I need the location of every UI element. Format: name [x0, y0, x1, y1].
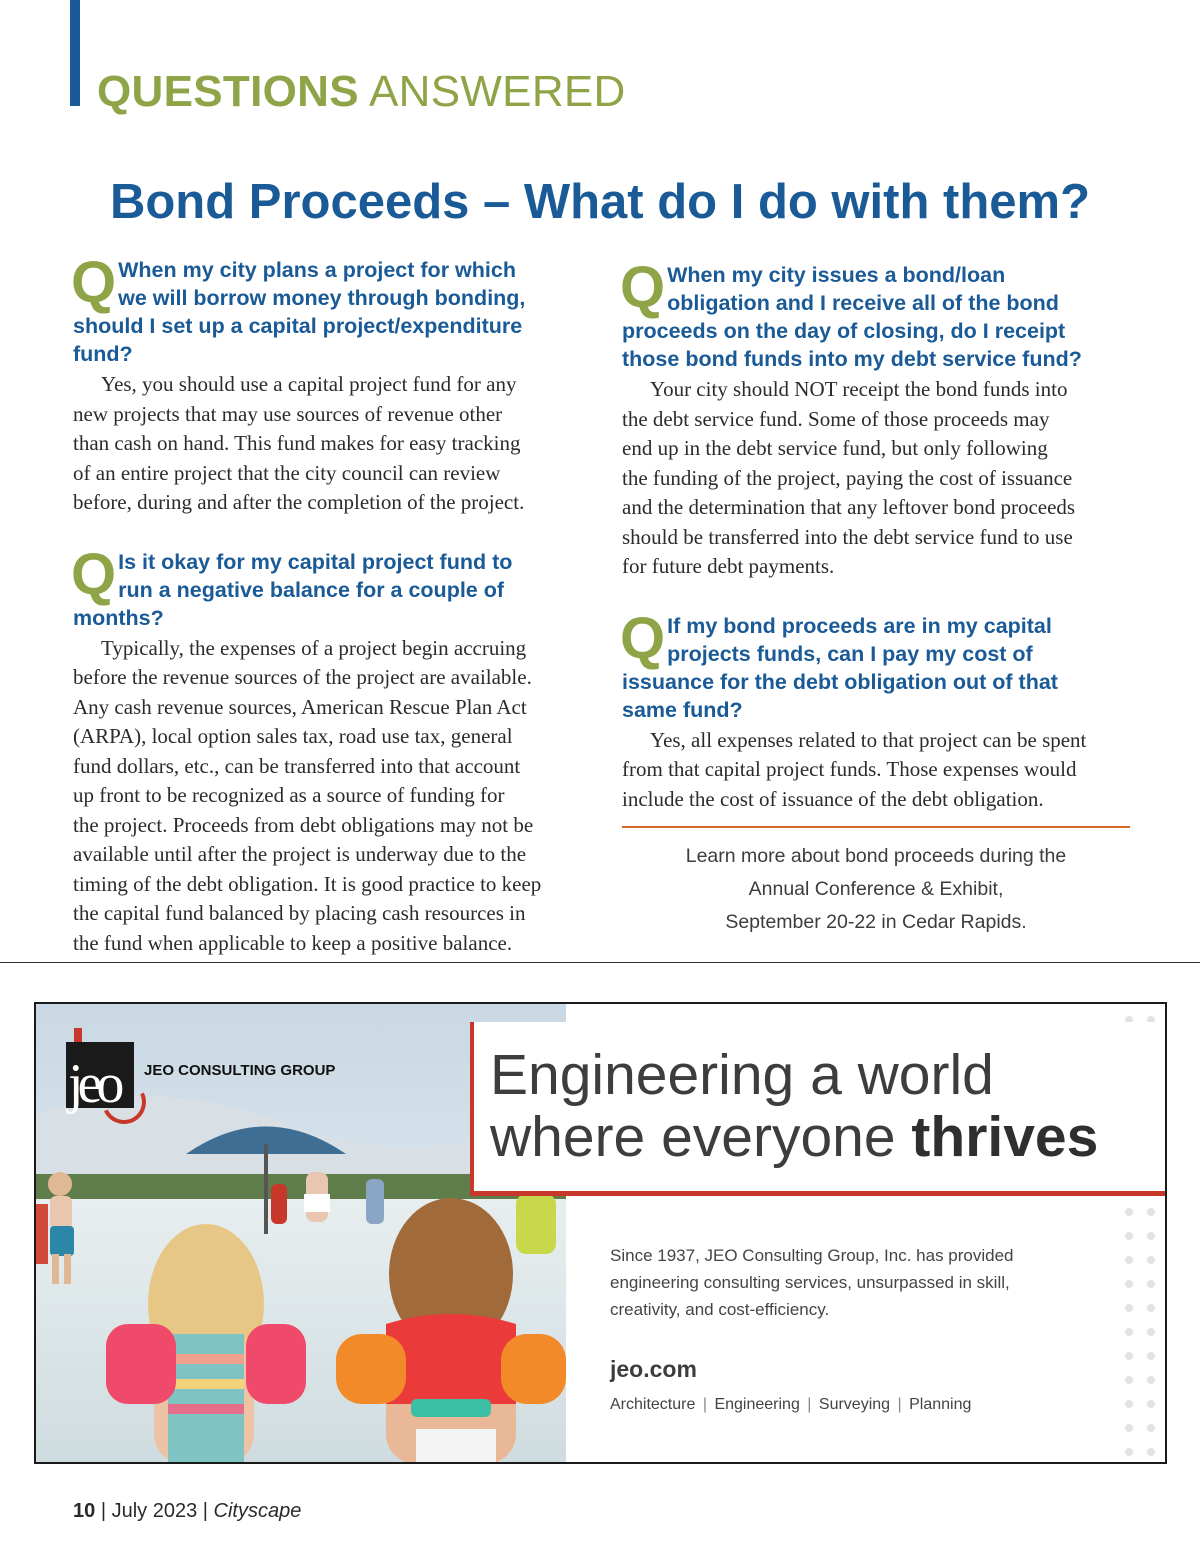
answer-1: [73, 370, 578, 518]
question-line: projects funds, can I pay my cost of: [667, 641, 1033, 666]
answer-line: new projects that may use sources of revenue other: [73, 401, 503, 426]
answer-line: include the cost of issuance of the debt obligation.: [622, 786, 1044, 811]
answer-line: of an entire project that the city council can review: [73, 460, 501, 485]
question-line: those bond funds into my debt service fund?: [622, 347, 1082, 371]
promo-line: Annual Conference & Exhibit,: [748, 878, 1004, 900]
right-column: [620, 255, 1130, 814]
question-1: [71, 250, 578, 368]
answer-line: (ARPA), local option sales tax, road use tax, general: [73, 724, 513, 748]
decorative-dot: [1147, 1424, 1155, 1432]
answer-3: [622, 375, 1130, 582]
question-line: Is it okay for my capital project fund to: [118, 549, 513, 574]
service-separator: |: [897, 1396, 902, 1413]
answer-line: Any cash revenue sources, American Rescue Plan Act: [73, 694, 527, 719]
publication-name: Cityscape: [213, 1500, 302, 1522]
question-line: run a negative balance for a couple of: [118, 577, 505, 602]
answer-line: Your city should NOT receipt the bond funds into: [650, 377, 1068, 401]
ad-body-text: [610, 1242, 1110, 1323]
section-title-bold: QUESTIONS: [97, 67, 359, 116]
decorative-dot: [1147, 1400, 1155, 1408]
company-name: JEO CONSULTING GROUP: [144, 1062, 336, 1079]
q-drop-cap: Q: [71, 541, 117, 607]
ad-headline-plain: where everyone: [490, 1105, 912, 1169]
answer-line: up front to be recognized as a source of funding for: [73, 783, 505, 807]
question-2: [71, 541, 578, 632]
question-line: we will borrow money through bonding,: [118, 286, 526, 310]
article-headline: Bond Proceeds – What do I do with them?: [109, 175, 1091, 229]
question-line: fund?: [73, 342, 133, 366]
ad-website-link[interactable]: jeo.com: [610, 1356, 697, 1382]
decorative-dot: [1147, 1352, 1155, 1360]
decorative-dot: [1125, 1232, 1133, 1240]
answer-line: than cash on hand. This fund makes for easy tracking: [73, 431, 521, 455]
question-line: same fund?: [622, 697, 743, 722]
service-engineering: Engineering: [714, 1396, 800, 1413]
decorative-dot: [1125, 1352, 1133, 1360]
q-drop-cap: Q: [71, 250, 117, 315]
answer-line: available until after the project is underway due to the: [73, 842, 527, 866]
question-line: should I set up a capital project/expenditure: [73, 314, 523, 338]
decorative-dot: [1147, 1232, 1155, 1240]
question-line: When my city issues a bond/loan: [667, 263, 1006, 287]
conference-promo: [622, 840, 1130, 939]
question-line: obligation and I receive all of the bond: [667, 291, 1059, 315]
answer-line: the project. Proceeds from debt obligations may not be: [73, 812, 534, 837]
qa-item-4: [620, 605, 1130, 815]
ad-body-line: creativity, and cost-efficiency.: [610, 1300, 830, 1319]
logo-mark: [66, 1042, 134, 1115]
decorative-dot: [1125, 1376, 1133, 1384]
decorative-dot: [1125, 1424, 1133, 1432]
service-surveying: Surveying: [818, 1396, 891, 1413]
promo-line: September 20-22 in Cedar Rapids.: [725, 911, 1027, 933]
jeo-advertisement[interactable]: [34, 1002, 1167, 1464]
answer-4: [622, 726, 1130, 815]
logo-red-tick: [74, 1028, 82, 1042]
decorative-dot: [1147, 1208, 1155, 1216]
question-line: If my bond proceeds are in my capital: [667, 613, 1052, 638]
q-drop-cap: Q: [620, 605, 666, 671]
ad-services-list: [610, 1396, 971, 1414]
section-accent-bar: [70, 0, 80, 106]
ad-headline-card: [470, 1022, 1167, 1196]
decorative-dot: [1125, 1328, 1133, 1336]
section-title-light: ANSWERED: [368, 67, 626, 116]
qa-item-2: [71, 541, 578, 959]
decorative-dot: [1125, 1400, 1133, 1408]
qa-item-3: [620, 255, 1130, 582]
footer-separator: |: [100, 1500, 107, 1522]
service-separator: |: [702, 1396, 707, 1413]
answer-line: from that capital project funds. Those expenses would: [622, 757, 1077, 781]
question-3: [620, 255, 1130, 373]
answer-line: fund dollars, etc., can be transferred into that account: [73, 753, 521, 778]
answer-line: end up in the debt service fund, but only following: [622, 436, 1048, 460]
ad-headline-emphasis: thrives: [911, 1105, 1099, 1169]
decorative-dot: [1147, 1280, 1155, 1288]
page-number: 10: [73, 1500, 96, 1522]
service-planning: Planning: [909, 1396, 972, 1413]
ad-body-line: Since 1937, JEO Consulting Group, Inc. has provided: [610, 1246, 1014, 1265]
answer-line: for future debt payments.: [622, 554, 835, 578]
answer-line: timing of the debt obligation. It is good practice to keep: [73, 871, 542, 896]
section-title: [97, 66, 626, 118]
answer-line: before the revenue sources of the project are available.: [73, 665, 532, 689]
decorative-dot: [1125, 1304, 1133, 1312]
answer-line: should be transferred into the debt service fund to use: [622, 524, 1073, 549]
page-divider: [0, 962, 1200, 963]
answer-line: the capital fund balanced by placing cash resources in: [73, 901, 526, 925]
decorative-dot: [1125, 1448, 1133, 1456]
question-4: [620, 605, 1130, 724]
decorative-dot: [1147, 1256, 1155, 1264]
answer-line: the funding of the project, paying the cost of issuance: [622, 465, 1073, 490]
question-line: When my city plans a project for which: [118, 258, 516, 282]
promo-divider: [622, 826, 1130, 828]
answer-line: Yes, you should use a capital project fund for any: [101, 372, 517, 396]
decorative-dot: [1147, 1328, 1155, 1336]
answer-line: Typically, the expenses of a project begin accruing: [101, 635, 527, 660]
decorative-dot: [1147, 1376, 1155, 1384]
answer-line: the debt service fund. Some of those proceeds may: [622, 406, 1050, 431]
q-drop-cap: Q: [620, 255, 666, 320]
decorative-dot: [1147, 1448, 1155, 1456]
logo-mark-letters: jeo: [68, 1053, 119, 1115]
ad-headline-line1: Engineering a world: [490, 1043, 994, 1107]
question-line: issuance for the debt obligation out of that: [622, 669, 1058, 694]
answer-line: the fund when applicable to keep a positive balance.: [73, 930, 513, 955]
page-footer: [73, 1500, 301, 1523]
question-line: months?: [73, 605, 164, 630]
question-line: proceeds on the day of closing, do I receipt: [622, 319, 1066, 343]
answer-line: Yes, all expenses related to that project can be spent: [650, 727, 1087, 752]
issue-date: July 2023: [111, 1500, 198, 1522]
qa-item-1: [71, 250, 578, 518]
answer-line: before, during and after the completion of the project.: [73, 490, 525, 514]
promo-line: Learn more about bond proceeds during the: [685, 845, 1067, 867]
decorative-dot: [1147, 1304, 1155, 1312]
decorative-dot: [1125, 1208, 1133, 1216]
service-separator: |: [807, 1396, 812, 1413]
answer-line: and the determination that any leftover bond proceeds: [622, 495, 1076, 519]
decorative-dot: [1125, 1256, 1133, 1264]
ad-headline-line2: [490, 1106, 1098, 1168]
decorative-dot: [1125, 1280, 1133, 1288]
ad-body-line: engineering consulting services, unsurpassed in skill,: [610, 1273, 1010, 1292]
service-architecture: Architecture: [610, 1396, 696, 1413]
answer-2: [73, 634, 578, 959]
left-column: [71, 250, 578, 958]
footer-separator: |: [202, 1500, 208, 1522]
